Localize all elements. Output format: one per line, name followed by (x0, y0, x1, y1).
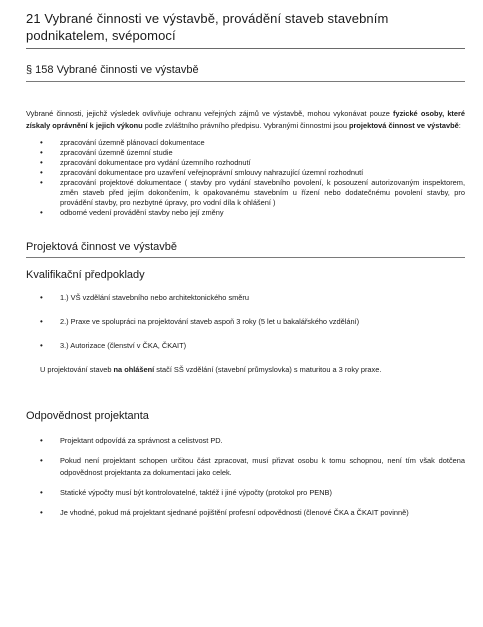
list-item-text: Projektant odpovídá za správnost a celistvost PD. (60, 436, 223, 445)
list-item-text: Je vhodné, pokud má projektant sjednané pojištění profesní odpovědnosti (členové ČKA a ČKAIT povinně) (60, 508, 409, 517)
section-heading: § 158 Vybrané činnosti ve výstavbě (26, 63, 465, 82)
list-item-text: zpracování dokumentace pro uzavření veřejnoprávní smlouvy nahrazující územní rozhodnutí (60, 168, 364, 177)
list-item-text: Pokud není projektant schopen určitou část zpracovat, musí přizvat osobu k tomu schopnou, není tím však dotčena odpovědnost projektanta za dokumentaci jako celek. (60, 456, 465, 477)
list-item-text: zpracování dokumentace pro vydání územního rozhodnutí (60, 158, 251, 167)
list-item (40, 316, 465, 327)
list-item-text: 3.) Autorizace (členství v ČKA, ČKAIT) (60, 341, 187, 350)
intro-bold-1: fyzické osoby, které získaly oprávnění k jejich výkonu (26, 109, 465, 130)
list-item-text: Statické výpočty musí být kontrolovatelné, taktéž i jiné výpočty (protokol pro PENB) (60, 488, 332, 497)
bullet-icon: • (40, 208, 43, 217)
bullet-icon: • (40, 178, 43, 187)
list-item-text: zpracování územně územní studie (60, 148, 173, 157)
list-item (40, 455, 465, 479)
intro-text-1: Vybrané činnosti, jejichž výsledek ovlivňuje ochranu veřejných zájmů ve výstavbě, mohou vykonávat pouze (26, 109, 394, 118)
list-item (40, 292, 465, 303)
list-item (40, 158, 465, 168)
responsibility-list (26, 435, 465, 519)
intro-paragraph (26, 108, 465, 132)
bullet-icon: • (40, 168, 43, 177)
list-item (40, 168, 465, 178)
ohlaseni-paragraph (40, 364, 465, 375)
list-item (40, 138, 465, 148)
para2-bold: na ohlášení (113, 365, 155, 374)
list-item-text: 2.) Praxe ve spolupráci na projektování staveb aspoň 3 roky (5 let u bakalářského vzdělání) (60, 317, 360, 326)
list-item (40, 148, 465, 158)
bullet-icon: • (40, 508, 43, 517)
subsection-heading-projektova: Projektová činnost ve výstavbě (26, 240, 465, 258)
list-item-text: zpracování projektové dokumentace ( stavby pro vydání stavebního povolení, k posouzení autorizovaným inspektorem, změn staveb před jejím dokončením, k opakovanému stavebním u řízení nebo dodatečnému povolení stavby, pro provádění stavby, pro nezbytné úpravy, pro vodní díla k ohlášení ) (60, 178, 465, 207)
chapter-heading: 21 Vybrané činnosti ve výstavbě, provádění staveb stavebním podnikatelem, svépomocí (26, 10, 465, 49)
bullet-icon: • (40, 488, 43, 497)
bullet-icon: • (40, 293, 43, 302)
list-item-text: odborné vedení provádění stavby nebo její změny (60, 208, 224, 217)
selected-activities-list (26, 138, 465, 218)
intro-text-3: : (458, 121, 461, 130)
bullet-icon: • (40, 138, 43, 147)
qualification-list (26, 292, 465, 351)
bullet-icon: • (40, 317, 43, 326)
bullet-icon: • (40, 158, 43, 167)
para2-text-1: U projektování staveb (40, 365, 114, 374)
intro-bold-2: projektová činnost ve výstavbě (349, 121, 459, 130)
bullet-icon: • (40, 148, 43, 157)
list-item-text: zpracování územně plánovací dokumentace (60, 138, 205, 147)
para2-text-2: stačí SŠ vzdělání (stavební průmyslovka) s maturitou a 3 roky praxe. (154, 365, 382, 374)
list-item (40, 507, 465, 519)
bullet-icon: • (40, 436, 43, 445)
bullet-icon: • (40, 456, 43, 465)
list-item-text: 1.) VŠ vzdělání stavebního nebo architektonického směru (60, 293, 249, 302)
list-item (40, 435, 465, 447)
list-item (40, 487, 465, 499)
subheading-kvalifikace: Kvalifikační předpoklady (26, 269, 145, 281)
subheading-odpovednost: Odpovědnost projektanta (26, 410, 149, 422)
intro-text-2: podle zvláštního právního předpisu. Vybranými činnostmi jsou (142, 121, 350, 130)
list-item (40, 178, 465, 208)
bullet-icon: • (40, 341, 43, 350)
list-item (40, 340, 465, 351)
list-item (40, 208, 465, 218)
